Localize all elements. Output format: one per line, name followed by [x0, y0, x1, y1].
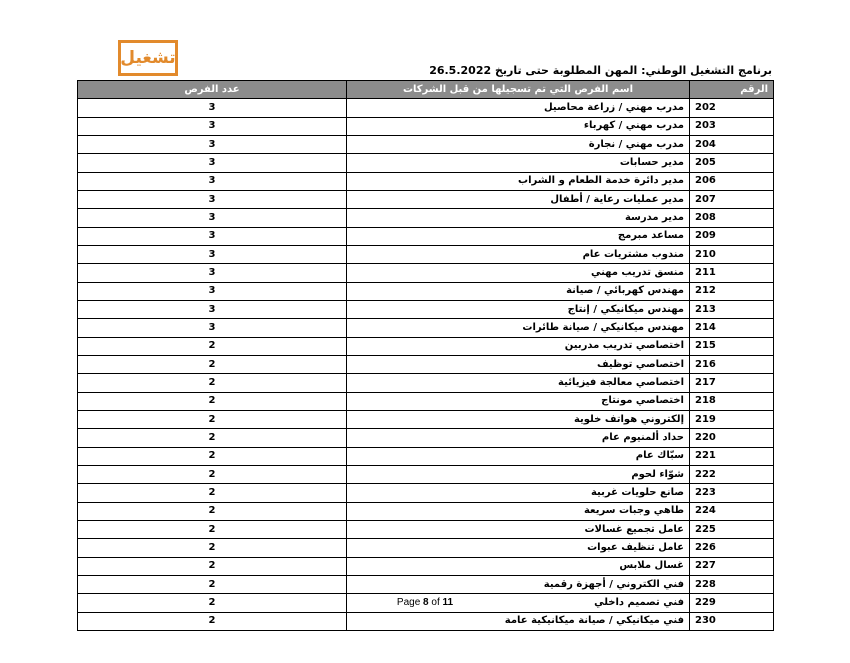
row-job-name: مدرب مهني / نجارة [347, 135, 690, 153]
jobs-table [77, 80, 774, 631]
table-row [78, 520, 774, 538]
row-job-name: مدير دائرة خدمة الطعام و الشراب [347, 172, 690, 190]
row-count: 2 [78, 520, 347, 538]
row-number: 218 [690, 392, 774, 410]
row-job-name: اختصاصي تدريب مدربين [347, 337, 690, 355]
row-number: 217 [690, 374, 774, 392]
row-job-name: مدير حسابات [347, 154, 690, 172]
row-count: 2 [78, 429, 347, 447]
page-of: of [431, 597, 440, 608]
header-name: اسم الفرص التي تم تسجيلها من قبل الشركات [347, 81, 690, 99]
row-count: 3 [78, 99, 347, 117]
row-number: 220 [690, 429, 774, 447]
row-count: 3 [78, 117, 347, 135]
table-row [78, 300, 774, 318]
table-row [78, 484, 774, 502]
table-row [78, 465, 774, 483]
row-number: 208 [690, 209, 774, 227]
document-title: برنامج التشغيل الوطني: المهن المطلوبة حتى تاريخ 26.5.2022 [429, 64, 772, 77]
row-job-name: مدير مدرسة [347, 209, 690, 227]
row-job-name: حداد ألمنيوم عام [347, 429, 690, 447]
row-count: 2 [78, 557, 347, 575]
table-row [78, 227, 774, 245]
row-count: 2 [78, 355, 347, 373]
row-number: 203 [690, 117, 774, 135]
row-count: 2 [78, 539, 347, 557]
row-job-name: اختصاصي توظيف [347, 355, 690, 373]
row-number: 205 [690, 154, 774, 172]
row-number: 227 [690, 557, 774, 575]
logo-text: تشغيل [120, 47, 176, 68]
row-number: 215 [690, 337, 774, 355]
table-row [78, 190, 774, 208]
table-row [78, 337, 774, 355]
row-count: 2 [78, 612, 347, 630]
row-count: 2 [78, 410, 347, 428]
row-job-name: فني ميكانيكي / صيانة ميكانيكية عامة [347, 612, 690, 630]
row-job-name: طاهي وجبات سريعة [347, 502, 690, 520]
row-number: 209 [690, 227, 774, 245]
row-job-name: مدير عمليات رعاية / أطفال [347, 190, 690, 208]
row-number: 207 [690, 190, 774, 208]
row-number: 202 [690, 99, 774, 117]
row-number: 228 [690, 575, 774, 593]
row-job-name: سبّاك عام [347, 447, 690, 465]
table-row [78, 172, 774, 190]
table-row [78, 245, 774, 263]
table-header-row [78, 81, 774, 99]
row-number: 212 [690, 282, 774, 300]
table-row [78, 410, 774, 428]
row-number: 204 [690, 135, 774, 153]
page-prefix: Page [396, 597, 421, 608]
row-job-name: منسق تدريب مهني [347, 264, 690, 282]
row-number: 224 [690, 502, 774, 520]
row-job-name: صانع حلويات غربية [347, 484, 690, 502]
table-row [78, 135, 774, 153]
table-row [78, 355, 774, 373]
table-row [78, 209, 774, 227]
row-job-name: إلكتروني هواتف خلوية [347, 410, 690, 428]
table-row [78, 99, 774, 117]
row-number: 230 [690, 612, 774, 630]
table-body [78, 99, 774, 631]
row-job-name: غسال ملابس [347, 557, 690, 575]
row-job-name: مساعد مبرمج [347, 227, 690, 245]
table-row [78, 539, 774, 557]
row-number: 211 [690, 264, 774, 282]
row-number: 213 [690, 300, 774, 318]
table-row [78, 319, 774, 337]
row-count: 2 [78, 484, 347, 502]
row-number: 229 [690, 594, 774, 612]
row-count: 2 [78, 374, 347, 392]
page-footer [0, 597, 850, 608]
row-count: 2 [78, 575, 347, 593]
row-job-name: مندوب مشتريات عام [347, 245, 690, 263]
row-job-name: مدرب مهني / زراعة محاصيل [347, 99, 690, 117]
header-count: عدد الفرص [78, 81, 347, 99]
row-count: 3 [78, 282, 347, 300]
table-row [78, 429, 774, 447]
table-row [78, 264, 774, 282]
row-number: 226 [690, 539, 774, 557]
table-row [78, 612, 774, 630]
row-job-name: اختصاصي مونتاج [347, 392, 690, 410]
header-num: الرقم [690, 81, 774, 99]
page-total: 11 [442, 597, 454, 608]
row-number: 225 [690, 520, 774, 538]
row-job-name: فني تصميم داخلي [347, 594, 690, 612]
table-row [78, 154, 774, 172]
table-row [78, 374, 774, 392]
row-count: 3 [78, 172, 347, 190]
row-count: 2 [78, 594, 347, 612]
table-row [78, 447, 774, 465]
row-job-name: عامل تنظيف عبوات [347, 539, 690, 557]
table-row [78, 392, 774, 410]
table-row [78, 502, 774, 520]
row-count: 2 [78, 337, 347, 355]
row-job-name: مهندس ميكانيكي / إنتاج [347, 300, 690, 318]
row-job-name: اختصاصي معالجة فيزيائية [347, 374, 690, 392]
row-count: 3 [78, 300, 347, 318]
table-row [78, 117, 774, 135]
row-number: 214 [690, 319, 774, 337]
row-count: 2 [78, 465, 347, 483]
row-count: 3 [78, 245, 347, 263]
table-row [78, 575, 774, 593]
row-number: 216 [690, 355, 774, 373]
row-number: 219 [690, 410, 774, 428]
page-current: 8 [423, 597, 429, 608]
row-number: 223 [690, 484, 774, 502]
row-count: 3 [78, 154, 347, 172]
row-count: 3 [78, 319, 347, 337]
row-count: 2 [78, 502, 347, 520]
row-count: 3 [78, 190, 347, 208]
row-job-name: مهندس كهربائي / صيانة [347, 282, 690, 300]
row-number: 210 [690, 245, 774, 263]
row-number: 206 [690, 172, 774, 190]
row-count: 3 [78, 135, 347, 153]
row-count: 3 [78, 209, 347, 227]
row-job-name: فني الكتروني / أجهزة رقمية [347, 575, 690, 593]
row-job-name: مهندس ميكانيكي / صيانة طائرات [347, 319, 690, 337]
row-number: 222 [690, 465, 774, 483]
row-number: 221 [690, 447, 774, 465]
row-job-name: عامل تجميع غسالات [347, 520, 690, 538]
row-job-name: مدرب مهني / كهرباء [347, 117, 690, 135]
table-row [78, 282, 774, 300]
row-count: 2 [78, 392, 347, 410]
table-row [78, 557, 774, 575]
row-count: 2 [78, 447, 347, 465]
row-count: 3 [78, 264, 347, 282]
row-count: 3 [78, 227, 347, 245]
row-job-name: شوّاء لحوم [347, 465, 690, 483]
brand-logo [118, 40, 178, 76]
